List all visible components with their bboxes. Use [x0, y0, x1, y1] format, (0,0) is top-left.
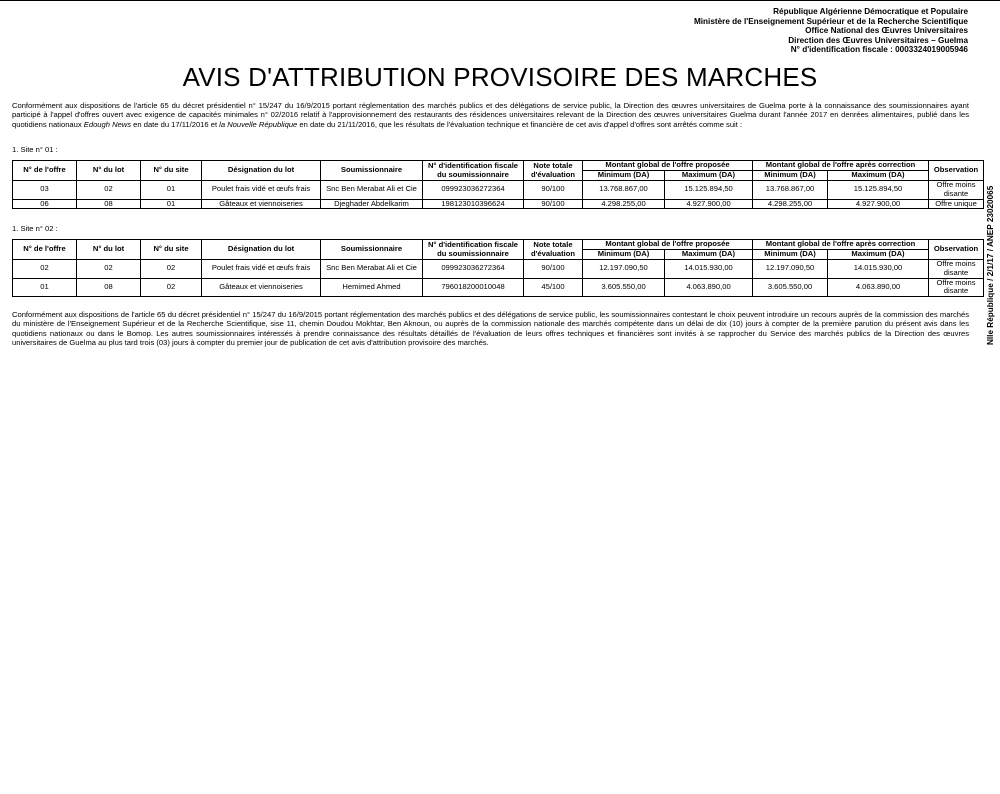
- header-line-office: Office National des Œuvres Universitaires: [805, 26, 968, 36]
- cell-proposed-min: 13.768.867,00: [583, 181, 665, 200]
- col-offer-no: N° de l'offre: [13, 240, 77, 260]
- col-proposed-max: Maximum (DA): [665, 250, 753, 260]
- intro-paragraph: [12, 101, 969, 129]
- table-header-row: [13, 161, 984, 171]
- col-observation: Observation: [929, 161, 984, 181]
- col-offer-no: N° de l'offre: [13, 161, 77, 181]
- cell-observation: Offre moins disante: [929, 278, 984, 297]
- col-designation: Désignation du lot: [202, 161, 321, 181]
- col-amount-corrected: Montant global de l'offre après correction: [753, 161, 929, 171]
- header-line-country: République Algérienne Démocratique et Populaire: [773, 7, 968, 16]
- cell-lot: 02: [77, 181, 141, 200]
- cell-proposed-min: 3.605.550,00: [583, 278, 665, 297]
- closing-paragraph: Conformément aux dispositions de l'article 65 du décret présidentiel n° 15/247 du 16/9/2015 portant réglementation des marchés publics et des délégations de service public, les soumissionnaires contestant le choix peuvent introduire un recours auprès de la commission des marchés du ministère de l'Enseignement Supérieur et de la Recherche Scientifique, sise 11, chemin Doudou Mokhtar, Ben Aknoun, ou auprès de la commission nationale des marchés compétente dans un délai de dix (10) jours à compter de la première parution du présent avis dans les quotidiens nationaux ou dans le Bomop. Les autres soumissionnaires intéressés à prendre connaissance des résultats détaillés de l'évaluation de leurs offres techniques et financières sont invités à se rapprocher du Service des marchés publics de la Direction des œuvres universitaires de Guelma au plus tard trois (03) jours à compter du premier jour de publication de cet avis d'attribution provisoire des marchés.: [12, 310, 969, 348]
- notice-title: AVIS D'ATTRIBUTION PROVISOIRE DES MARCHES: [182, 62, 818, 92]
- site2-results-table: [12, 239, 984, 297]
- col-designation: Désignation du lot: [202, 240, 321, 260]
- cell-corrected-max: 15.125.894,50: [828, 181, 929, 200]
- cell-tax-id: 198123010396624: [423, 199, 524, 209]
- cell-corrected-min: 3.605.550,00: [753, 278, 828, 297]
- cell-proposed-max: 14.015.930,00: [665, 260, 753, 279]
- table-row: [13, 181, 984, 200]
- cell-site: 01: [141, 181, 202, 200]
- cell-designation: Gâteaux et viennoiseries: [202, 278, 321, 297]
- col-lot-no: N° du lot: [77, 240, 141, 260]
- cell-offer: 01: [13, 278, 77, 297]
- cell-lot: 02: [77, 260, 141, 279]
- col-score: Note totale d'évaluation: [524, 240, 583, 260]
- cell-corrected-min: 12.197.090,50: [753, 260, 828, 279]
- publication-reference-text: Nlle République / 2/1/17 / ANEP 23020065: [986, 185, 995, 345]
- cell-observation: Offre moins disante: [929, 260, 984, 279]
- cell-corrected-min: 4.298.255,00: [753, 199, 828, 209]
- newspaper-name-1: Edough News: [83, 119, 132, 129]
- cell-offer: 03: [13, 181, 77, 200]
- col-amount-proposed: Montant global de l'offre proposée: [583, 240, 753, 250]
- cell-lot: 08: [77, 278, 141, 297]
- cell-corrected-max: 14.015.930,00: [828, 260, 929, 279]
- col-corrected-max: Maximum (DA): [828, 171, 929, 181]
- intro-text-1: Conformément aux dispositions de l'article 65 du décret présidentiel n° 15/247 du 16/9/2015 portant réglementation des marchés publics et des délégations de service public, la Direction des œuvres universitaires de Guelma porte à la connaissance des soumissionnaires ayant participé à l'appel d'offres ouvert avec exigence de capacités minimales n° 02/2016 relatif à l'approvisionnement des restaurants des résidences universitaires relevant de la Direction des œuvres universitaires Guelma durant l'année 2017 en denrées alimentaires, publié dans les quotidiens nationaux: [12, 101, 969, 129]
- cell-tax-id: 099923036272364: [423, 181, 524, 200]
- col-amount-corrected: Montant global de l'offre après correction: [753, 240, 929, 250]
- cell-proposed-max: 15.125.894,50: [665, 181, 753, 200]
- col-corrected-min: Minimum (DA): [753, 171, 828, 181]
- cell-corrected-max: 4.063.890,00: [828, 278, 929, 297]
- publication-reference: [986, 175, 996, 345]
- cell-proposed-max: 4.063.890,00: [665, 278, 753, 297]
- cell-tax-id: 099923036272364: [423, 260, 524, 279]
- col-bidder: Soumissionnaire: [321, 161, 423, 181]
- cell-proposed-min: 4.298.255,00: [583, 199, 665, 209]
- col-proposed-max: Maximum (DA): [665, 171, 753, 181]
- cell-tax-id: 796018200010048: [423, 278, 524, 297]
- site1-label: 1. Site n° 01 :: [12, 145, 58, 154]
- cell-score: 90/100: [524, 199, 583, 209]
- header-line-direction: Direction des Œuvres Universitaires – Guelma: [788, 35, 968, 45]
- newspaper-name-2: la Nouvelle République: [219, 119, 298, 129]
- cell-corrected-max: 4.927.900,00: [828, 199, 929, 209]
- table-row: [13, 278, 984, 297]
- cell-proposed-min: 12.197.090,50: [583, 260, 665, 279]
- site2-label: 1. Site n° 02 :: [12, 224, 58, 233]
- col-amount-proposed: Montant global de l'offre proposée: [583, 161, 753, 171]
- cell-observation: Offre unique: [929, 199, 984, 209]
- col-corrected-min: Minimum (DA): [753, 250, 828, 260]
- col-observation: Observation: [929, 240, 984, 260]
- header-line-ministry: Ministère de l'Enseignement Supérieur et de la Recherche Scientifique: [693, 16, 968, 26]
- cell-site: 02: [141, 278, 202, 297]
- cell-observation: Offre moins disante: [929, 181, 984, 200]
- cell-score: 45/100: [524, 278, 583, 297]
- col-tax-id: N° d'identification fiscale du soumissionnaire: [423, 161, 524, 181]
- header-line-tax-id: N° d'identification fiscale : 0003324019005946: [790, 45, 968, 55]
- col-site-no: N° du site: [141, 240, 202, 260]
- col-corrected-max: Maximum (DA): [828, 250, 929, 260]
- intro-text-2: en date du 17/11/2016 et: [131, 119, 220, 129]
- cell-lot: 08: [77, 199, 141, 209]
- cell-score: 90/100: [524, 181, 583, 200]
- table-row: [13, 199, 984, 209]
- table-row: [13, 260, 984, 279]
- col-proposed-min: Minimum (DA): [583, 171, 665, 181]
- cell-offer: 06: [13, 199, 77, 209]
- col-score: Note totale d'évaluation: [524, 161, 583, 181]
- cell-corrected-min: 13.768.867,00: [753, 181, 828, 200]
- cell-proposed-max: 4.927.900,00: [665, 199, 753, 209]
- cell-bidder: Hemimed Ahmed: [321, 278, 423, 297]
- col-bidder: Soumissionnaire: [321, 240, 423, 260]
- col-tax-id: N° d'identification fiscale du soumissionnaire: [423, 240, 524, 260]
- intro-text-3: en date du 21/11/2016, que les résultats de l'évaluation technique et financière de cet avis d'appel d'offres sont arrêtés comme suit :: [297, 119, 743, 129]
- cell-bidder: Snc Ben Merabat Ali et Cie: [321, 181, 423, 200]
- cell-designation: Poulet frais vidé et œufs frais: [202, 260, 321, 279]
- cell-site: 01: [141, 199, 202, 209]
- cell-site: 02: [141, 260, 202, 279]
- site1-results-table: [12, 160, 984, 209]
- col-site-no: N° du site: [141, 161, 202, 181]
- cell-offer: 02: [13, 260, 77, 279]
- cell-designation: Gâteaux et viennoiseries: [202, 199, 321, 209]
- cell-designation: Poulet frais vidé et œufs frais: [202, 181, 321, 200]
- cell-bidder: Djeghader Abdelkarim: [321, 199, 423, 209]
- cell-bidder: Snc Ben Merabat Ali et Cie: [321, 260, 423, 279]
- top-rule: [0, 0, 1000, 1]
- issuer-header: [694, 7, 968, 55]
- col-proposed-min: Minimum (DA): [583, 250, 665, 260]
- table-header-row: [13, 240, 984, 250]
- col-lot-no: N° du lot: [77, 161, 141, 181]
- cell-score: 90/100: [524, 260, 583, 279]
